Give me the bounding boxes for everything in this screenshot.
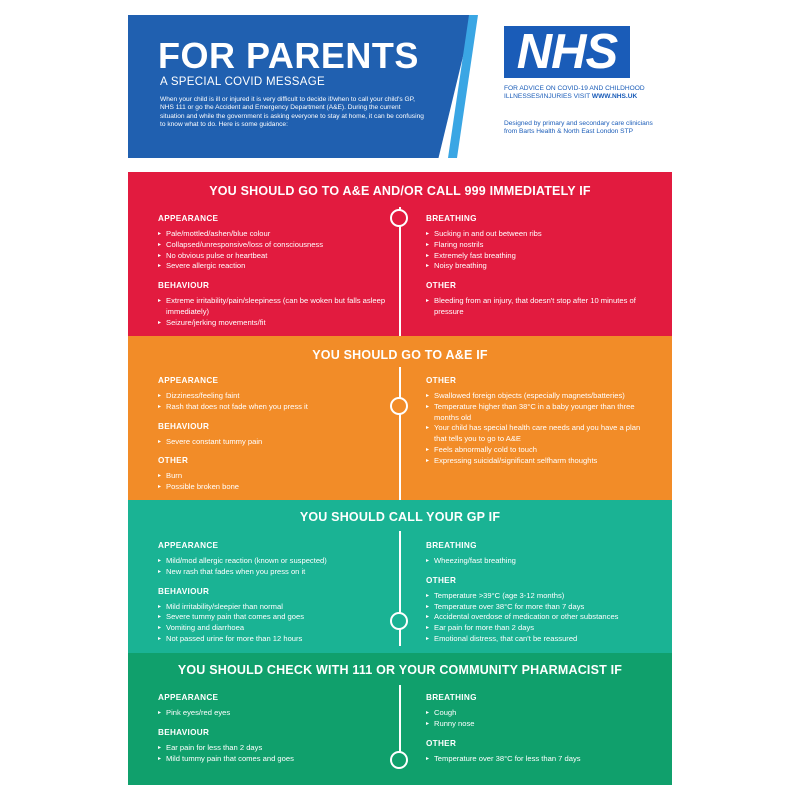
section-title: YOU SHOULD GO TO A&E AND/OR CALL 999 IMMEDIATELY IF — [209, 184, 591, 198]
list-item: ▸ Temperature over 38°C for more than 7 days — [426, 602, 651, 613]
list-item: ▸ Seizure/jerking movements/fit — [158, 318, 388, 329]
advice-text — [504, 85, 654, 101]
list-item: ▸ Expressing suicidal/significant selfharm thoughts — [426, 456, 651, 467]
list-item: ▸ Your child has special health care needs and you have a plan that tells you to go to A&E — [426, 423, 651, 445]
timeline-node — [390, 209, 408, 227]
bullet-list — [158, 556, 388, 578]
list-item: ▸ Ear pain for more than 2 days — [426, 623, 651, 634]
bullet-list — [158, 743, 388, 765]
nhs-website-link[interactable]: WWW.NHS.UK — [591, 93, 638, 100]
right-column — [426, 693, 651, 773]
list-item: ▸ Pink eyes/red eyes — [158, 708, 388, 719]
subheading-other: OTHER — [426, 281, 457, 291]
subheading-appearance: APPEARANCE — [158, 376, 219, 385]
list-item: ▸ Possible broken bone — [158, 482, 388, 493]
subheading-other: OTHER — [426, 575, 457, 585]
bullet-list — [158, 708, 388, 719]
bullet-list — [426, 296, 651, 318]
list-item: ▸ Mild irritability/sleepier than normal — [158, 602, 388, 613]
subheading-behaviour: BEHAVIOUR — [158, 281, 210, 291]
timeline-node — [390, 612, 408, 630]
right-column — [426, 541, 651, 654]
list-item: ▸ Temperature higher than 38°C in a baby younger than three months old — [426, 402, 651, 424]
timeline-node — [390, 397, 408, 415]
list-item: ▸ Swallowed foreign objects (especially magnets/batteries) — [426, 391, 651, 402]
timeline-node — [390, 751, 408, 769]
list-item: ▸ Emotional distress, that can't be reassured — [426, 634, 651, 645]
list-item: ▸ Bleeding from an injury, that doesn't stop after 10 minutes of pressure — [426, 296, 651, 318]
bullet-list — [158, 391, 388, 413]
list-item: ▸ Collapsed/unresponsive/loss of consciousness — [158, 240, 388, 251]
subheading-breathing: BREATHING — [426, 693, 477, 702]
subheading-other: OTHER — [158, 456, 189, 466]
section-111-pharmacist — [128, 653, 672, 785]
bullet-list — [426, 754, 651, 765]
nhs-logo: NHS — [504, 26, 630, 78]
subheading-appearance: APPEARANCE — [158, 693, 219, 702]
bullet-list — [158, 296, 388, 328]
page-subtitle: A SPECIAL COVID MESSAGE — [160, 76, 325, 88]
subheading-behaviour: BEHAVIOUR — [158, 421, 210, 431]
subheading-breathing: BREATHING — [426, 214, 477, 223]
list-item: ▸ Not passed urine for more than 12 hours — [158, 634, 388, 645]
header — [128, 15, 672, 158]
section-title: YOU SHOULD CALL YOUR GP IF — [299, 510, 501, 524]
bullet-list — [426, 591, 651, 645]
subheading-appearance: APPEARANCE — [158, 214, 219, 223]
section-call-gp — [128, 500, 672, 653]
timeline-line — [399, 367, 401, 500]
bullet-list — [158, 602, 388, 645]
list-item: ▸ Temperature over 38°C for less than 7 days — [426, 754, 651, 765]
page-title: FOR PARENTS — [158, 35, 419, 76]
list-item: ▸ No obvious pulse or heartbeat — [158, 251, 388, 262]
list-item: ▸ Mild tummy pain that comes and goes — [158, 754, 388, 765]
bullet-list — [426, 708, 651, 730]
list-item: ▸ Sucking in and out between ribs — [426, 229, 651, 240]
bullet-list — [158, 471, 388, 493]
left-column — [158, 541, 388, 654]
subheading-behaviour: BEHAVIOUR — [158, 586, 210, 596]
list-item: ▸ Mild/mod allergic reaction (known or suspected) — [158, 556, 388, 567]
left-column — [158, 214, 388, 338]
list-item: ▸ Wheezing/fast breathing — [426, 556, 651, 567]
list-item: ▸ Flaring nostrils — [426, 240, 651, 251]
bullet-list — [426, 391, 651, 467]
section-emergency-999 — [128, 172, 672, 336]
advice-visit: VISIT — [573, 93, 591, 100]
list-item: ▸ Pale/mottled/ashen/blue colour — [158, 229, 388, 240]
advice-line: FOR ADVICE ON COVID-19 AND CHILDHOOD ILLNESSES/INJURIES — [504, 85, 645, 100]
list-item: ▸ Noisy breathing — [426, 261, 651, 272]
bullet-list — [426, 556, 651, 567]
poster — [128, 15, 672, 785]
designed-by-text: Designed by primary and secondary care clinicians from Barts Health & North East London STP — [504, 120, 653, 135]
list-item: ▸ Temperature >39°C (age 3-12 months) — [426, 591, 651, 602]
list-item: ▸ Severe constant tummy pain — [158, 437, 388, 448]
list-item: ▸ Severe tummy pain that comes and goes — [158, 612, 388, 623]
section-title: YOU SHOULD GO TO A&E IF — [312, 348, 488, 362]
list-item: ▸ Cough — [426, 708, 651, 719]
bullet-list — [158, 437, 388, 448]
list-item: ▸ Extremely fast breathing — [426, 251, 651, 262]
right-column — [426, 376, 651, 476]
subheading-appearance: APPEARANCE — [158, 541, 219, 550]
subheading-other: OTHER — [426, 376, 457, 385]
list-item: ▸ Ear pain for less than 2 days — [158, 743, 388, 754]
list-item: ▸ New rash that fades when you press on it — [158, 567, 388, 578]
right-column — [426, 214, 651, 327]
subheading-other: OTHER — [426, 738, 457, 748]
list-item: ▸ Dizziness/feeling faint — [158, 391, 388, 402]
list-item: ▸ Burn — [158, 471, 388, 482]
section-title: YOU SHOULD CHECK WITH 111 OR YOUR COMMUNITY PHARMACIST IF — [177, 663, 623, 677]
bullet-list — [426, 229, 651, 272]
left-column — [158, 693, 388, 773]
bullet-list — [158, 229, 388, 272]
list-item: ▸ Runny nose — [426, 719, 651, 730]
subheading-behaviour: BEHAVIOUR — [158, 727, 210, 737]
list-item: ▸ Rash that does not fade when you press it — [158, 402, 388, 413]
subheading-breathing: BREATHING — [426, 541, 477, 550]
section-go-to-ae — [128, 336, 672, 500]
list-item: ▸ Vomiting and diarrhoea — [158, 623, 388, 634]
list-item: ▸ Extreme irritability/pain/sleepiness (can be woken but falls asleep immediately) — [158, 296, 388, 318]
left-column — [158, 376, 388, 502]
intro-text: When your child is ill or injured it is very difficult to decide if/when to call your child's GP, NHS 111 or go the Accident and Emergency Department (A&E). During the current situation and while the government is asking everyone to stay at home, it can be confusing to know what to do. Here is some guidance: — [160, 96, 424, 129]
list-item: ▸ Accidental overdose of medication or other substances — [426, 612, 651, 623]
list-item: ▸ Severe allergic reaction — [158, 261, 388, 272]
list-item: ▸ Feels abnormally cold to touch — [426, 445, 651, 456]
